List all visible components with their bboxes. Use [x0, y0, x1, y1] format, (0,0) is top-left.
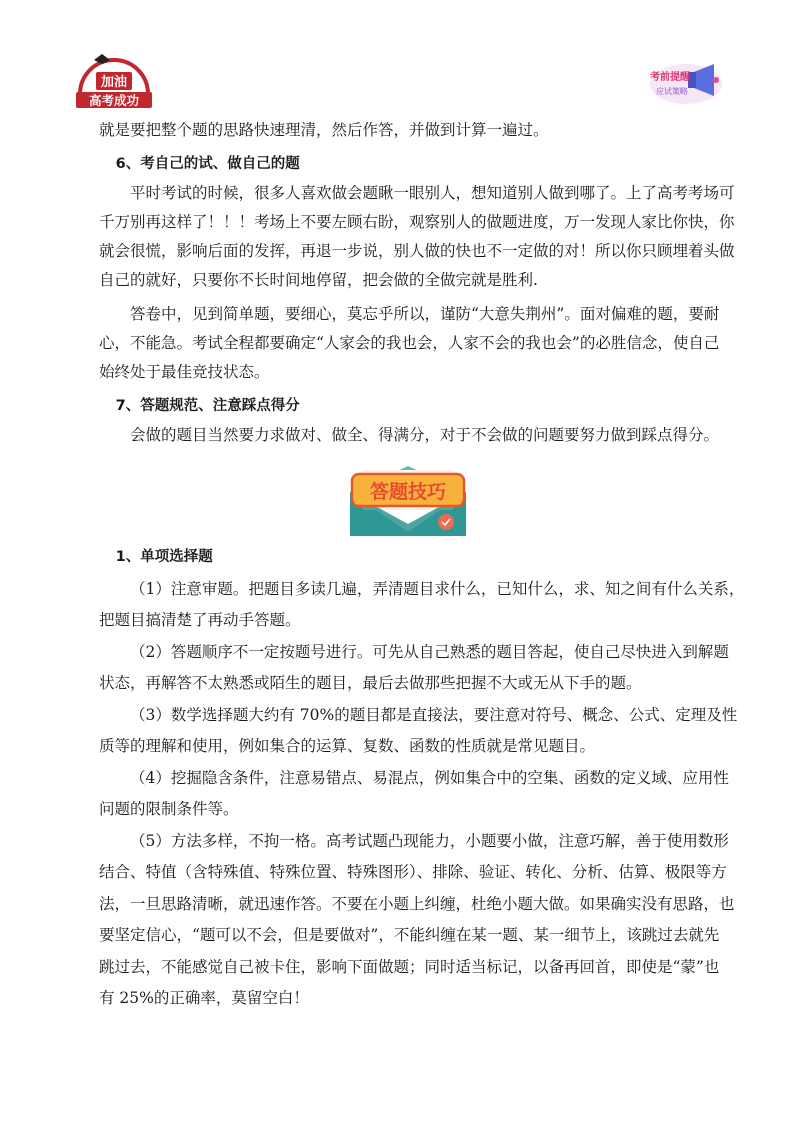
text-line: 法，一旦思路清晰，就迅速作答。不要在小题上纠缠，杜绝小题大做。如果确实没有思路，也 — [99, 894, 735, 913]
heading-7: 7、答题规范、注意踩点得分 — [115, 398, 300, 414]
text-line: 会做的题目当然要力求做对、做全、得满分，对于不会做的问题要努力做到踩点得分。 — [130, 426, 720, 444]
text-line: 要坚定信心，“题可以不会，但是要做对”，不能纠缠在某一题、某一细节上，该跳过去就先 — [99, 926, 720, 944]
text-line: 问题的限制条件等。 — [99, 800, 239, 818]
text-line: 就会很慌，影响后面的发挥，再退一步说，别人做的快也不一定做的对！所以你只顾埋着头做 — [99, 242, 735, 260]
dati-jiqiao-banner — [342, 462, 474, 538]
banner-title: 答题技巧 — [369, 481, 447, 503]
text-line: 答卷中，见到简单题，要细心，莫忘乎所以，谨防“大意失荆州”。面对偏难的题，要耐 — [130, 305, 720, 323]
text-line: 有 25%的正确率，莫留空白！ — [99, 989, 309, 1007]
text-line: （3）数学选择题大约有 70%的题目都是直接法，要注意对符号、概念、公式、定理及性 — [130, 705, 738, 724]
heading-6: 6、考自己的试、做自己的题 — [115, 156, 300, 172]
text-line: 就是要把整个题的思路快速理清，然后作答，并做到计算一遍过。 — [99, 121, 549, 139]
jiayou-gaokao-logo — [72, 50, 156, 110]
logo-right-line2: 应试策略 — [656, 87, 688, 96]
text-line: 平时考试的时候，很多人喜欢做会题瞅一眼别人，想知道别人做到哪了。上了高考考场可 — [130, 184, 735, 202]
text-line: 心，不能急。考试全程都要确定“人家会的我也会，人家不会的我也会”的必胜信念，使自己 — [99, 334, 720, 352]
text-line: （5）方法多样，不拘一格。高考试题凸现能力，小题要小做，注意巧解，善于使用数形 — [130, 831, 729, 850]
section-2 — [99, 542, 745, 1015]
text-line: 结合、特值（含特殊值、特殊位置、特殊图形）、排除、验证、转化、分析、估算、极限等方 — [99, 863, 727, 881]
text-line: （1）注意审题。把题目多读几遍，弄清题目求什么，已知什么，求、知之间有什么关系， — [130, 579, 745, 598]
text-line: （4）挖掘隐含条件，注意易错点、易混点，例如集合中的空集、函数的定义域、应用性 — [130, 768, 729, 787]
text-line: 千万别再这样了！！！考场上不要左顾右盼，观察别人的做题进度，万一发现人家比你快，你 — [99, 213, 735, 231]
kaoqian-tixing-logo — [642, 56, 726, 108]
text-line: 质等的理解和使用，例如集合的运算、复数、函数的性质就是常见题目。 — [99, 737, 596, 755]
logo-left-top-text: 加油 — [100, 75, 128, 90]
text-line: 状态，再解答不太熟悉或陌生的题目，最后去做那些把握不大或无从下手的题。 — [99, 674, 642, 692]
text-line: 把题目搞清楚了再动手答题。 — [99, 611, 301, 629]
logo-left-bottom-text: 高考成功 — [88, 93, 140, 108]
text-line: 始终处于最佳竞技状态。 — [99, 363, 270, 381]
text-line: 自己的就好，只要你不长时间地停留，把会做的全做完就是胜利. — [99, 271, 538, 289]
section-1 — [99, 116, 735, 450]
text-line: 跳过去，不能感觉自己被卡住，影响下面做题；同时适当标记，以备再回首，即使是“蒙”也 — [99, 957, 720, 976]
text-line: （2）答题顺序不一定按题号进行。可先从自己熟悉的题目答起，使自己尽快进入到解题 — [130, 642, 729, 661]
heading-single-choice: 1、单项选择题 — [115, 549, 213, 565]
logo-right-line1: 考前提醒 — [650, 72, 690, 83]
